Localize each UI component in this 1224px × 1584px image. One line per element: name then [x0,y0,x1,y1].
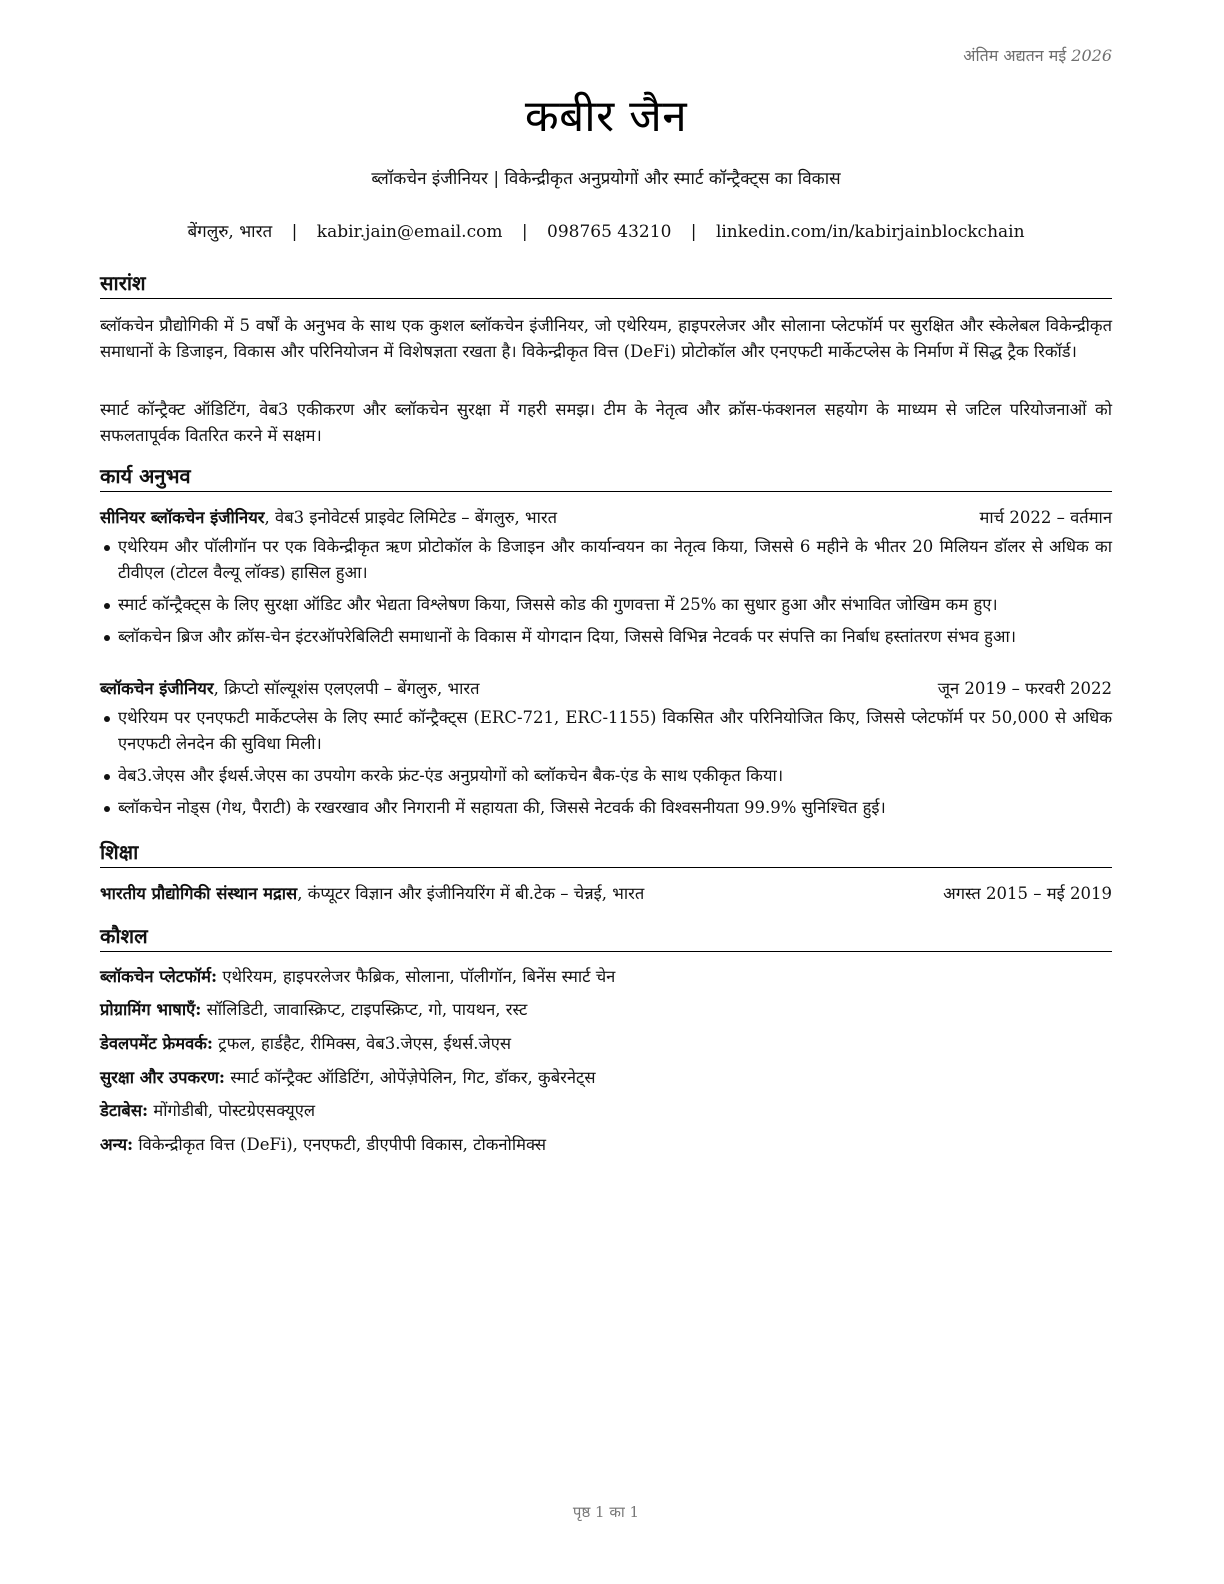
skill-value: विकेन्द्रीकृत वित्त (DeFi), एनएफटी, डीएपीपी विकास, टोकनोमिक्स [133,1135,547,1154]
skill-value: ट्रफल, हार्डहैट, रीमिक्स, वेब3.जेएस, ईथर्स.जेएस [213,1034,512,1053]
last-updated [963,44,1112,66]
section-heading-experience: कार्य अनुभव [100,463,1112,492]
education-dates: अगस्त 2015 – मई 2019 [943,884,1112,903]
education-institution: भारतीय प्रौद्योगिकी संस्थान मद्रास [100,884,298,903]
skill-value: एथेरियम, हाइपरलेजर फैब्रिक, सोलाना, पॉलीगॉन, बिनेंस स्मार्ट चेन [217,967,616,986]
skill-row [100,1032,1112,1056]
job-title: सीनियर ब्लॉकचेन इंजीनियर [100,508,265,527]
skill-label: डेवलपमेंट फ्रेमवर्क: [100,1034,214,1053]
list-item: वेब3.जेएस और ईथर्स.जेएस का उपयोग करके फ्रंट-एंड अनुप्रयोगों को ब्लॉकचेन बैक-एंड के साथ एकीकृत किया। [100,763,1112,789]
contact-separator: | [291,222,298,242]
job-org: , वेब3 इनोवेटर्स प्राइवेट लिमिटेड – बेंगलुरु, भारत [264,508,558,527]
contact-line [100,219,1112,242]
resume-page [100,0,1112,1584]
skill-row [100,1099,1112,1123]
skill-label: ब्लॉकचेन प्लेटफॉर्म: [100,967,218,986]
page-number: पृष्ठ 1 का 1 [572,1503,640,1521]
job-header [100,506,1112,530]
skill-value: मोंगोडीबी, पोस्टग्रेएसक्यूएल [148,1101,316,1120]
last-updated-year: 2026 [1071,46,1112,65]
last-updated-label: अंतिम अद्यतन मई [963,46,1067,65]
list-item: एथेरियम और पॉलीगॉन पर एक विकेन्द्रीकृत ऋण प्रोटोकॉल के डिजाइन और कार्यान्वयन का नेतृत्व किया, जिससे 6 महीने के भीतर 20 मिलियन डॉलर से अधिक का टीवीएल (टोटल वैल्यू लॉक्ड) हासिल हुआ। [100,534,1112,586]
job-bullets [100,534,1112,656]
contact-separator: | [521,222,528,242]
section-heading-education: शिक्षा [100,839,1112,868]
skill-value: स्मार्ट कॉन्ट्रैक्ट ऑडिटिंग, ओपेंज़ेपेलिन, गिट, डॉकर, कुबेरनेट्स [224,1068,596,1087]
skill-value: सॉलिडिटी, जावास्क्रिप्ट, टाइपस्क्रिप्ट, गो, पायथन, रस्ट [201,1000,528,1019]
list-item: ब्लॉकचेन नोड्स (गेथ, पैराटी) के रखरखाव और निगरानी में सहायता की, जिससे नेटवर्क की विश्वसनीयता 99.9% सुनिश्चित हुई। [100,795,1112,821]
skill-label: अन्य: [100,1135,134,1154]
list-item: ब्लॉकचेन ब्रिज और क्रॉस-चेन इंटरऑपरेबिलिटी समाधानों के विकास में योगदान दिया, जिससे विभिन्न नेटवर्क पर संपत्ति का निर्बाध हस्तांतरण संभव हुआ। [100,624,1112,650]
contact-location: बेंगलुरु, भारत [187,222,273,242]
skill-label: डेटाबेस: [100,1101,149,1120]
candidate-name: कबीर जैन [524,91,688,142]
job-dates: मार्च 2022 – वर्तमान [979,508,1112,527]
section-heading-summary: सारांश [100,270,1112,299]
contact-email[interactable]: kabir.jain@email.com [316,222,503,242]
job-dates: जून 2019 – फरवरी 2022 [937,679,1112,698]
job-title: ब्लॉकचेन इंजीनियर [100,679,214,698]
job-bullets [100,705,1112,827]
education-entry [100,882,1112,906]
skill-row [100,998,1112,1022]
skill-label: सुरक्षा और उपकरण: [100,1068,225,1087]
contact-separator: | [690,222,697,242]
job-header [100,677,1112,701]
contact-phone: 098765 43210 [547,222,672,242]
skill-label: प्रोग्रामिंग भाषाएँ: [100,1000,202,1019]
summary-paragraph-1: ब्लॉकचेन प्रौद्योगिकी में 5 वर्षों के अनुभव के साथ एक कुशल ब्लॉकचेन इंजीनियर, जो एथेरियम, हाइपरलेजर और सोलाना प्लेटफॉर्म पर सुरक्षित और स्केलेबल विकेन्द्रीकृत समाधानों के डिजाइन, विकास और परिनियोजन में विशेषज्ञता रखता है। विकेन्द्रीकृत वित्त (DeFi) प्रोटोकॉल और एनएफटी मार्केटप्लेस के निर्माण में सिद्ध ट्रैक रिकॉर्ड। [100,316,1112,361]
summary-paragraph-2: स्मार्ट कॉन्ट्रैक्ट ऑडिटिंग, वेब3 एकीकरण और ब्लॉकचेन सुरक्षा में गहरी समझ। टीम के नेतृत्व और क्रॉस-फंक्शनल सहयोग के माध्यम से जटिल परियोजनाओं को सफलतापूर्वक वितरित करने में सक्षम। [100,400,1112,445]
skill-row [100,1066,1112,1090]
tagline: ब्लॉकचेन इंजीनियर | विकेन्द्रीकृत अनुप्रयोगों और स्मार्ट कॉन्ट्रैक्ट्स का विकास [371,169,841,189]
skill-row [100,1133,1112,1157]
education-detail: , कंप्यूटर विज्ञान और इंजीनियरिंग में बी.टेक – चेन्नई, भारत [297,884,645,903]
list-item: स्मार्ट कॉन्ट्रैक्ट्स के लिए सुरक्षा ऑडिट और भेद्यता विश्लेषण किया, जिससे कोड की गुणवत्ता में 25% का सुधार हुआ और संभावित जोखिम कम हुए। [100,592,1112,618]
skill-row [100,965,1112,989]
contact-linkedin[interactable]: linkedin.com/in/kabirjainblockchain [715,222,1025,242]
list-item: एथेरियम पर एनएफटी मार्केटप्लेस के लिए स्मार्ट कॉन्ट्रैक्ट्स (ERC-721, ERC-1155) विकसित और परिनियोजित किए, जिससे प्लेटफॉर्म पर 50,000 से अधिक एनएफटी लेनदेन की सुविधा मिली। [100,705,1112,757]
job-org: , क्रिप्टो सॉल्यूशंस एलएलपी – बेंगलुरु, भारत [213,679,480,698]
section-heading-skills: कौशल [100,923,1112,952]
